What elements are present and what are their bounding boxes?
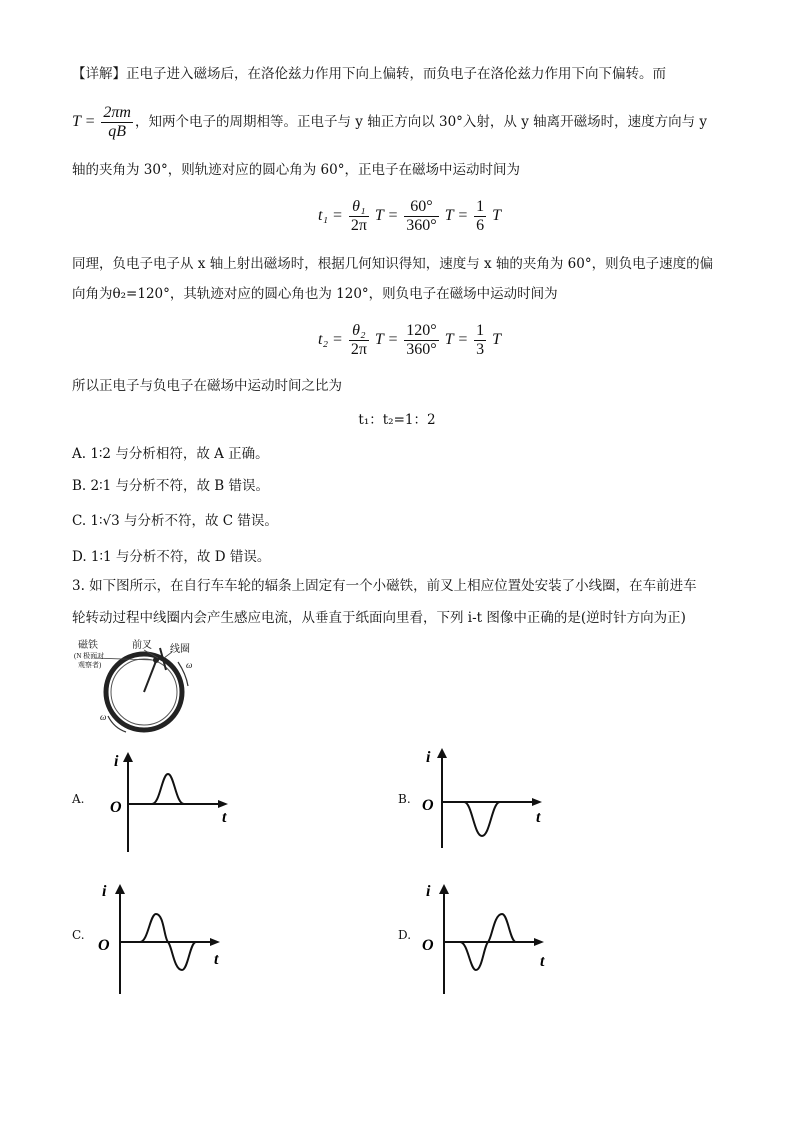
graph-d-curve — [444, 914, 534, 970]
detail-line-2-text: ，知两个电子的周期相等。正电子与 y 轴正方向以 30°入射，从 y 轴离开磁场时，速度方向与 y — [134, 114, 708, 131]
detail-line-1: 【详解】正电子进入磁场后，在洛伦兹力作用下向上偏转，而负电子在洛伦兹力作用下向下偏转。而 — [72, 66, 666, 82]
equation-t2: t₂ = $\frac{\text{θ₂}}{2\pi}$ T = $\frac{120^\circ}{360^\circ}$ T = $\frac{1}{3}$ T — [318, 322, 502, 358]
equation-t1: t₁ = $\frac{\text{θ₁}}{2\pi}$ T = $\frac{60^\circ}{360^\circ}$ T = $\frac{1}{6}$ T — [318, 198, 502, 234]
detail-line-6: 所以正电子与负电子在磁场中运动时间之比为 — [72, 378, 342, 394]
graph-b-curve — [442, 802, 532, 836]
graph-c-x-label: t — [214, 951, 219, 968]
option-b: B. 2∶1 与分析不符，故 B 错误。 — [72, 478, 269, 494]
omega-label-bottom: ω — [100, 712, 107, 722]
graph-a-y-label: i — [114, 753, 119, 770]
graph-a-curve — [128, 774, 218, 804]
graph-b-letter: B. — [398, 792, 411, 806]
graph-b — [418, 742, 558, 852]
graph-b-y-label: i — [426, 749, 431, 766]
period-lhs: T = — [72, 113, 96, 131]
magnet-dot — [153, 657, 159, 663]
graph-d-origin: O — [422, 937, 434, 954]
option-d: D. 1∶1 与分析不符，故 D 错误。 — [72, 549, 271, 565]
graph-d-letter: D. — [398, 928, 412, 942]
magnet-note-1: (N 极面对 — [74, 652, 105, 660]
graph-a-x-label: t — [222, 809, 227, 826]
graph-a — [104, 746, 244, 856]
omega-label-top: ω — [186, 660, 193, 670]
graph-d-y-label: i — [426, 883, 431, 900]
graph-b-x-label: t — [536, 809, 541, 826]
coil-label: 线圈 — [170, 644, 190, 655]
graph-c-origin: O — [98, 937, 110, 954]
ratio-result: t₁：t₂=1：2 — [358, 412, 436, 428]
graph-a-letter: A. — [72, 792, 85, 806]
period-numerator: 2πm — [103, 104, 131, 121]
detail-line-2 — [72, 104, 722, 144]
fork-label: 前叉 — [132, 640, 152, 651]
period-denominator: qB — [108, 123, 127, 140]
question3-line-2: 轮转动过程中线圈内会产生感应电流，从垂直于纸面向里看，下列 i-t 图像中正确的是(逆时针方向为正) — [72, 610, 686, 626]
option-a: A. 1∶2 与分析相符，故 A 正确。 — [72, 446, 269, 462]
question3-line-1: 3. 如下图所示，在自行车车轮的辐条上固定有一个小磁铁，前叉上相应位置处安装了小线圈，在车前进车 — [72, 578, 697, 594]
graph-a-origin: O — [110, 799, 122, 816]
detail-line-5: 向角为θ₂=120°，其轨迹对应的圆心角也为 120°，则负电子在磁场中运动时间为 — [72, 286, 558, 302]
graph-d — [420, 874, 560, 998]
graph-b-origin: O — [422, 797, 434, 814]
wheel-figure — [74, 638, 204, 738]
graph-c-letter: C. — [72, 928, 85, 942]
option-c: C. 1∶√3 与分析不符，故 C 错误。 — [72, 513, 278, 529]
magnet-label: 磁铁 — [78, 640, 98, 651]
detail-line-3: 轴的夹角为 30°，则轨迹对应的圆心角为 60°，正电子在磁场中运动时间为 — [72, 162, 520, 178]
graph-d-x-label: t — [540, 953, 545, 970]
graph-c — [96, 874, 236, 998]
magnet-note-2: 观察者) — [78, 661, 102, 669]
detail-line-4: 同理，负电子电子从 x 轴上射出磁场时，根据几何知识得知，速度与 x 轴的夹角为 60°，则负电子速度的偏 — [72, 256, 714, 272]
graph-c-y-label: i — [102, 883, 107, 900]
